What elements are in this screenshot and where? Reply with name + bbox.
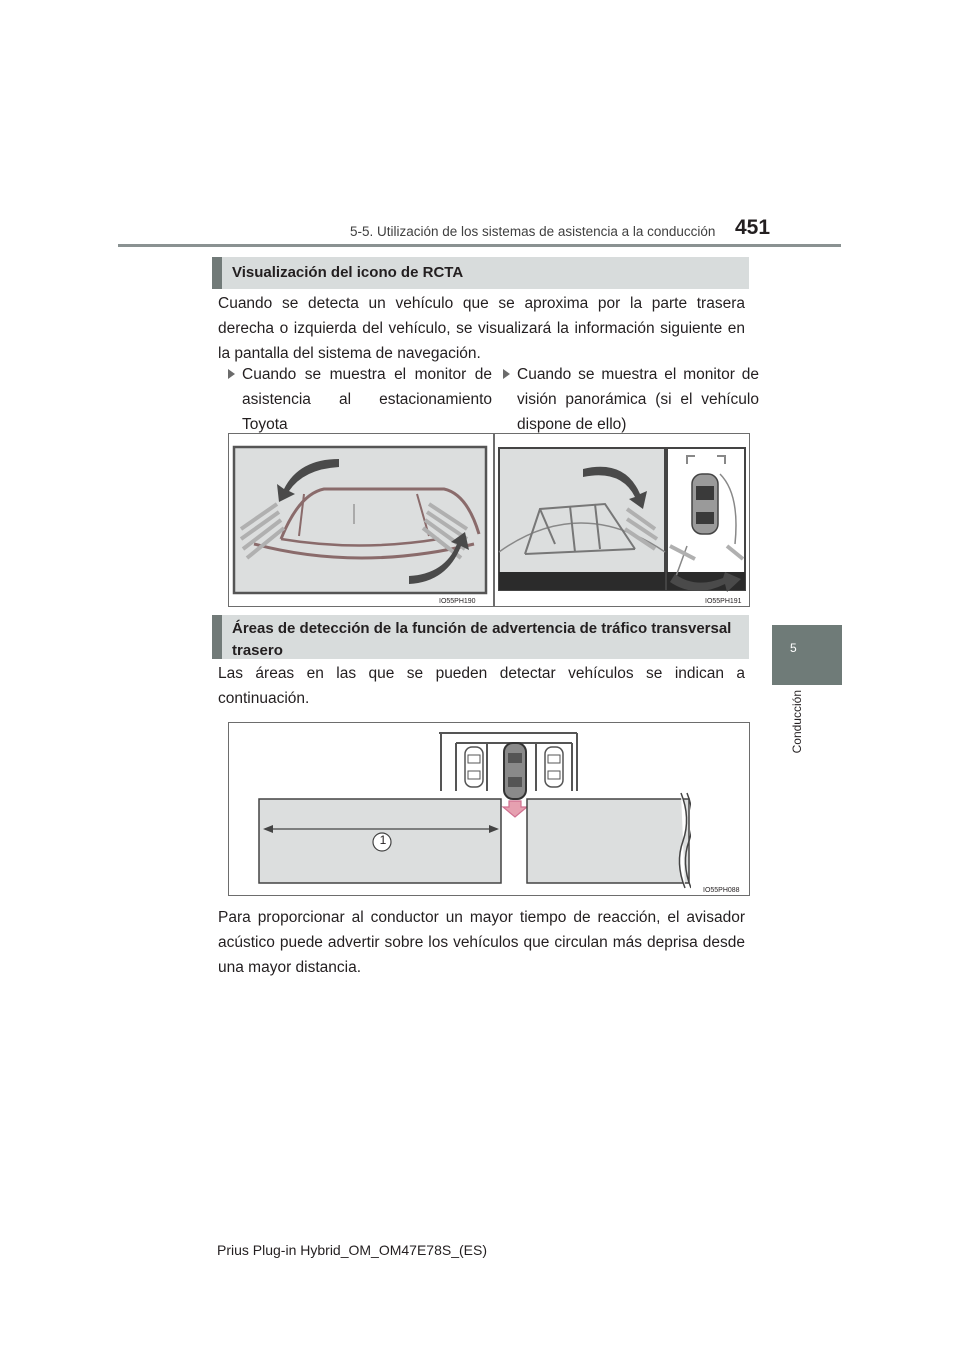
chapter-number: 5 xyxy=(790,641,797,655)
car-top-view-icon xyxy=(692,474,718,534)
figure-code-right: IO55PH191 xyxy=(705,598,742,605)
detection-areas-heading: Áreas de detección de la función de advertencia de tráfico transversal trasero xyxy=(212,615,749,659)
section-title: 5-5. Utilización de los sistemas de asistencia a la conducción xyxy=(350,224,716,239)
triangle-bullet-icon xyxy=(228,369,235,379)
detection-areas-illustration xyxy=(229,723,749,895)
bullet-park-assist xyxy=(228,362,492,437)
panoramic-monitor-illustration xyxy=(495,434,749,606)
page-number: 451 xyxy=(735,216,771,239)
figure-detection-areas xyxy=(228,722,750,896)
park-assist-monitor-illustration xyxy=(229,434,493,606)
rcta-icon-intro: Cuando se detecta un vehículo que se aproxima por la parte trasera derecha o izquierda del vehículo, se visualizará la información siguiente en la pantalla del sistema de navegación. xyxy=(218,295,745,362)
detection-outro: Para proporcionar al conductor un mayor tiempo de reacción, el avisador acústico puede advertir sobre los vehículos que circulan más deprisa desde una mayor distancia. xyxy=(218,909,745,976)
figure-code-detection: IO55PH088 xyxy=(703,887,740,894)
chapter-tab xyxy=(772,625,842,685)
figure-panoramic-monitor xyxy=(494,433,750,607)
figure-park-assist-monitor xyxy=(228,433,494,607)
chapter-label: Conducción xyxy=(790,690,804,754)
bullet-panoramic xyxy=(503,362,759,437)
rcta-icon-heading: Visualización del icono de RCTA xyxy=(212,257,749,289)
triangle-bullet-icon xyxy=(503,369,510,379)
detection-area-right xyxy=(527,799,689,883)
own-car-icon xyxy=(504,743,526,799)
bullet-park-assist-text: Cuando se muestra el monitor de asistencia al estacionamiento Toyota xyxy=(242,366,492,433)
reverse-direction-arrow-icon xyxy=(503,801,527,817)
bullet-panoramic-text: Cuando se muestra el monitor de visión panorámica (si el vehículo dispone de ello) xyxy=(517,366,759,433)
parked-car-left-icon xyxy=(465,747,483,787)
header-rule xyxy=(118,244,841,247)
detection-intro: Las áreas en las que se pueden detectar vehículos se indican a continuación. xyxy=(218,665,745,707)
figure-code-left: IO55PH190 xyxy=(439,598,476,605)
document-id: Prius Plug-in Hybrid_OM_OM47E78S_(ES) xyxy=(217,1242,487,1258)
callout-number: 1 xyxy=(379,833,387,847)
parked-car-right-icon xyxy=(545,747,563,787)
